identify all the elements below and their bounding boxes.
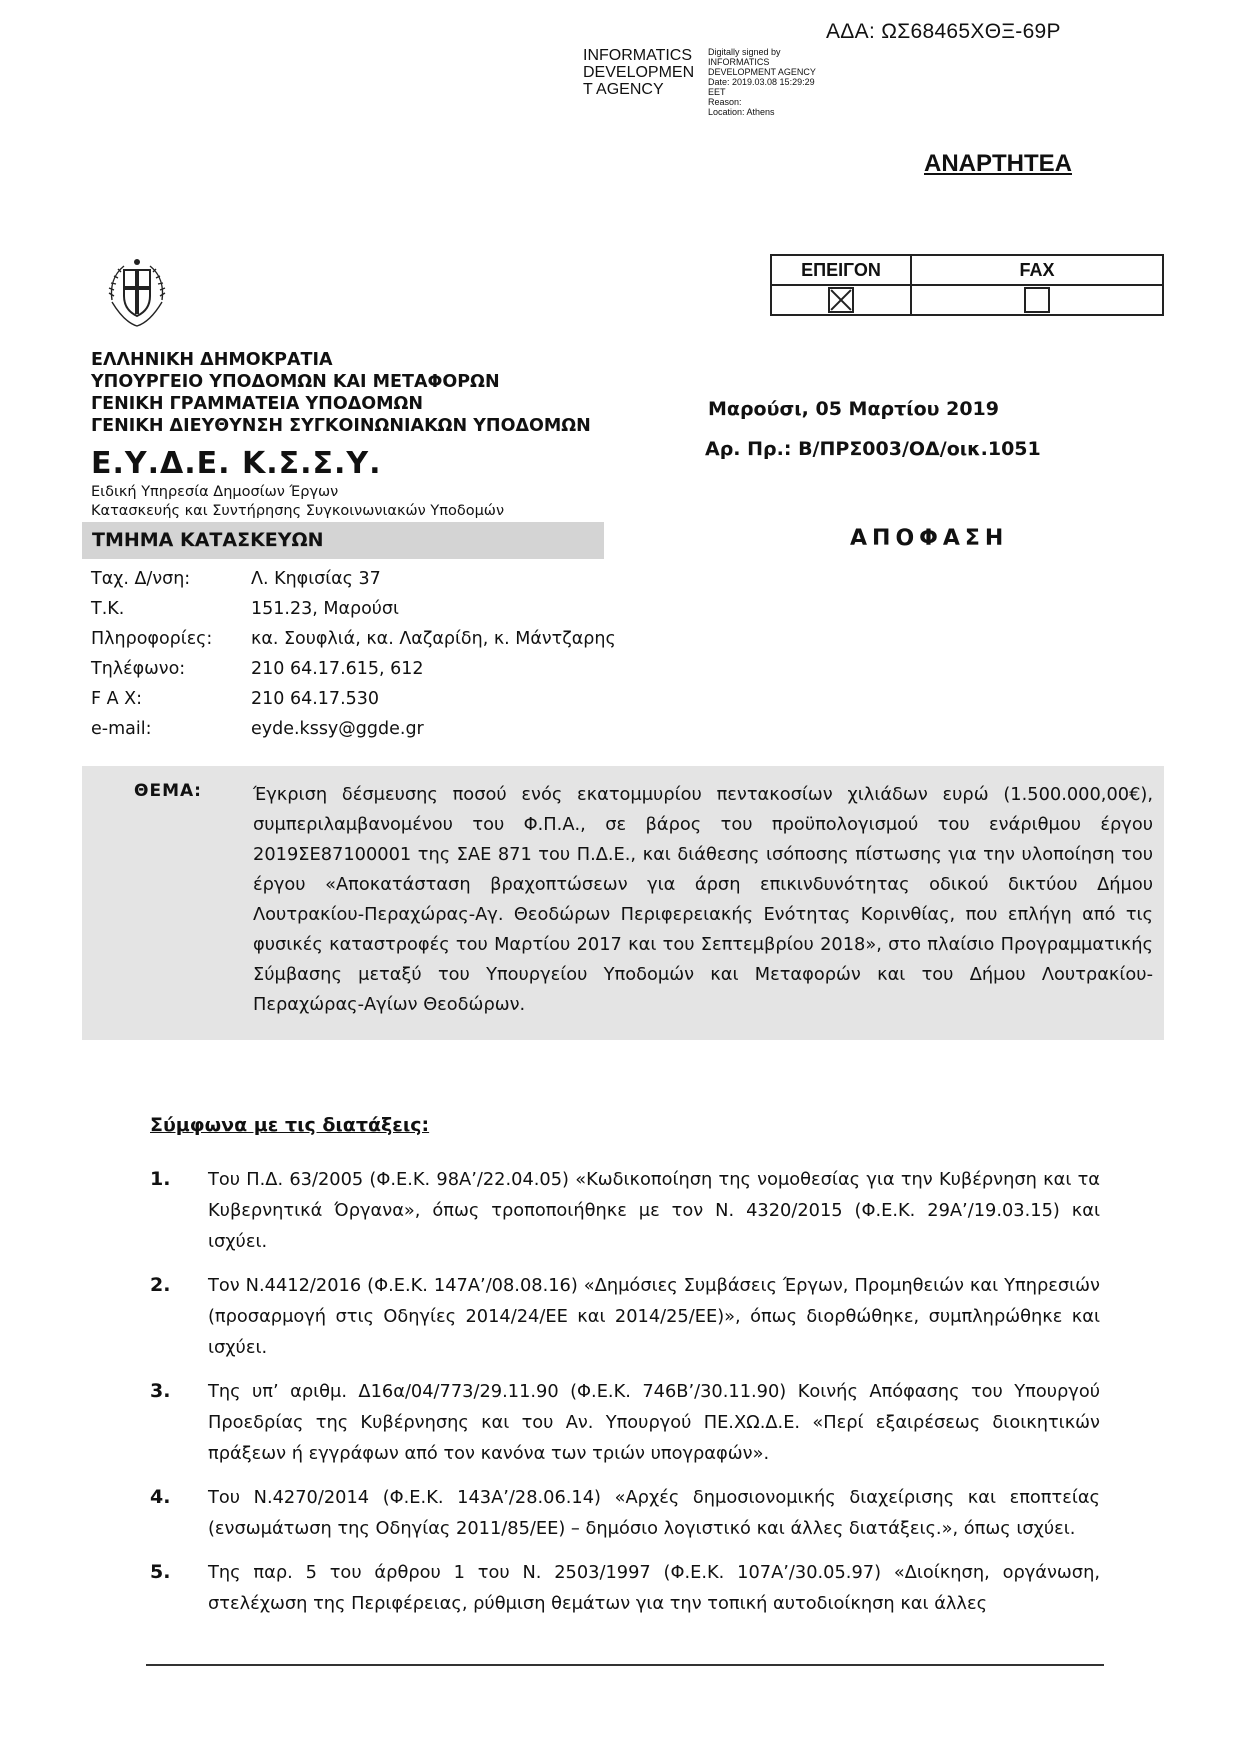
signature-meta-line: Digitally signed by [708, 47, 781, 57]
contact-key: Πληροφορίες: [91, 629, 213, 649]
contact-value: 210 64.17.615, 612 [251, 659, 424, 679]
contact-value: 151.23, Μαρούσι [251, 599, 399, 619]
signature-org-line: DEVELOPMEN [583, 64, 695, 81]
signature-meta-line: DEVELOPMENT AGENCY [708, 67, 816, 77]
list-item-number: 5. [150, 1561, 171, 1583]
signature-meta-line: Location: Athens [708, 107, 775, 117]
signature-meta-line: Reason: [708, 97, 742, 107]
list-item-text: Του Ν.4270/2014 (Φ.Ε.Κ. 143Α’/28.06.14) «Αρχές δημοσιονομικής διαχείρισης και εποπτείας (ενσωμάτωση της Οδηγίας 2011/85/ΕΕ) – δημόσιο λογιστικό και άλλες διατάξεις.», όπως ισχύει. [208, 1487, 1100, 1539]
contact-email[interactable]: eyde.kssy@ggde.gr [251, 719, 424, 739]
urgent-checkbox[interactable] [828, 287, 854, 313]
list-item [150, 1164, 1100, 1257]
agency-name-line: Κατασκευής και Συντήρησης Συγκοινωνιακών Υποδομών [91, 503, 505, 519]
list-item [150, 1376, 1100, 1469]
signature-org-line: T AGENCY [583, 81, 664, 98]
contact-row [91, 624, 616, 654]
list-item-text: Της παρ. 5 του άρθρου 1 του Ν. 2503/1997 (Φ.Ε.Κ. 107Α’/30.05.97) «Διοίκηση, οργάνωση, στελέχωση της Περιφέρειας, ρύθμιση θεμάτων για την τοπική αυτοδιοίκηση και άλλες [208, 1562, 1100, 1614]
provisions-heading: Σύμφωνα με τις διατάξεις: [150, 1114, 430, 1136]
signature-meta-line: EET [708, 87, 726, 97]
list-item-number: 2. [150, 1274, 171, 1296]
contact-key: Ταχ. Δ/νση: [91, 569, 191, 589]
list-item-number: 4. [150, 1486, 171, 1508]
contact-value: 210 64.17.530 [251, 689, 380, 709]
contact-key: F A X: [91, 689, 143, 709]
publish-notice: ΑΝΑΡΤΗΤΕΑ [924, 150, 1072, 177]
ministry-line: ΥΠΟΥΡΓΕΙΟ ΥΠΟΔΟΜΩΝ ΚΑΙ ΜΕΤΑΦΟΡΩΝ [91, 372, 500, 392]
delivery-fax-label: FAX [911, 255, 1163, 285]
protocol-number: Αρ. Πρ.: Β/ΠΡΣ003/ΟΔ/οικ.1051 [705, 438, 1041, 460]
subject-text: Έγκριση δέσμευσης ποσού ενός εκατομμυρίου πεντακοσίων χιλιάδων ευρώ (1.500.000,00€), συμπεριλαμβανομένου του Φ.Π.Α., σε βάρος του προϋπολογισμού του ενάριθμου έργου 2019ΣΕ87100001 της ΣΑΕ 871 του Π.Δ.Ε., και διάθεσης ισόποσης πίστωσης για την υλοποίηση του έργου «Αποκατάσταση βραχοπτώσεων για άρση επικινδυνότητας οδικού δικτύου Δήμου Λουτρακίου-Περαχώρας-Αγ. Θεοδώρων Περιφερειακής Ενότητας Κορινθίας, που επλήγη από τις φυσικές καταστροφές του Μαρτίου 2017 και του Σεπτεμβρίου 2018», στο πλαίσιο Προγραμματικής Σύμβασης μεταξύ του Υπουργείου Υποδομών και Μεταφορών και του Δήμου Λουτρακίου-Περαχώρας-Αγίων Θεοδώρων. [253, 784, 1153, 1015]
contact-row [91, 654, 616, 684]
delivery-urgent-cell [771, 285, 911, 315]
list-item-number: 1. [150, 1168, 171, 1190]
digital-signature-org [583, 47, 694, 98]
signature-meta-line: INFORMATICS [708, 57, 770, 67]
contact-row [91, 714, 616, 744]
subject-label: ΘΕΜΑ: [134, 781, 202, 801]
contact-details [91, 564, 616, 744]
provisions-list [150, 1164, 1100, 1632]
contact-key: Τ.Κ. [91, 599, 125, 619]
delivery-fax-cell [911, 285, 1163, 315]
ministry-line: ΕΛΛΗΝΙΚΗ ΔΗΜΟΚΡΑΤΙΑ [91, 350, 333, 370]
signature-meta-line: Date: 2019.03.08 15:29:29 [708, 77, 815, 87]
contact-value: κα. Σουφλιά, κα. Λαζαρίδη, κ. Μάντζαρης [251, 629, 616, 649]
list-item [150, 1482, 1100, 1544]
ministry-line: ΓΕΝΙΚΗ ΓΡΑΜΜΑΤΕΙΑ ΥΠΟΔΟΜΩΝ [91, 394, 424, 414]
signature-org-line: INFORMATICS [583, 47, 693, 64]
fax-checkbox[interactable] [1024, 287, 1050, 313]
agency-abbreviation: Ε.Υ.Δ.Ε. Κ.Σ.Σ.Υ. [91, 446, 382, 481]
contact-row [91, 594, 616, 624]
department-banner: ΤΜΗΜΑ ΚΑΤΑΣΚΕΥΩΝ [82, 522, 604, 559]
ministry-header [91, 349, 591, 437]
list-item-number: 3. [150, 1380, 171, 1402]
footer-divider [146, 1664, 1104, 1666]
ministry-line: ΓΕΝΙΚΗ ΔΙΕΥΘΥΝΣΗ ΣΥΓΚΟΙΝΩΝΙΑΚΩΝ ΥΠΟΔΟΜΩΝ [91, 416, 591, 436]
place-date: Μαρούσι, 05 Μαρτίου 2019 [708, 398, 1000, 420]
contact-key: e-mail: [91, 719, 152, 739]
list-item-text: Τον Ν.4412/2016 (Φ.Ε.Κ. 147Α’/08.08.16) «Δημόσιες Συμβάσεις Έργων, Προμηθειών και Υπηρεσιών (προσαρμογή στις Οδηγίες 2014/24/ΕΕ και 2014/25/ΕΕ)», όπως διορθώθηκε, συμπληρώθηκε και ισχύει. [208, 1275, 1100, 1358]
list-item-text: Της υπ’ αριθμ. Δ16α/04/773/29.11.90 (Φ.Ε.Κ. 746Β’/30.11.90) Κοινής Απόφασης του Υπουργού Προεδρίας της Κυβέρνησης και του Αν. Υπουργού ΠΕ.ΧΩ.Δ.Ε. «Περί εξαιρέσεως διοικητικών πράξεων ή εγγράφων από τον κανόνα των τριών υπογραφών». [208, 1381, 1100, 1464]
delivery-urgent-label: ΕΠΕΙΓΟΝ [771, 255, 911, 285]
agency-name-line: Ειδική Υπηρεσία Δημοσίων Έργων [91, 484, 339, 500]
list-item [150, 1557, 1100, 1619]
agency-full-name [91, 483, 504, 521]
contact-value: Λ. Κηφισίας 37 [251, 569, 381, 589]
ada-code: ΑΔΑ: ΩΣ68465ΧΘΞ-69Ρ [826, 20, 1061, 43]
contact-key: Τηλέφωνο: [91, 659, 186, 679]
digital-signature-meta [708, 47, 838, 117]
greek-state-emblem-icon [104, 256, 170, 332]
contact-row [91, 684, 616, 714]
contact-row [91, 564, 616, 594]
delivery-method-table [770, 254, 1164, 316]
decision-title: ΑΠΟΦΑΣΗ [850, 526, 1009, 551]
list-item [150, 1270, 1100, 1363]
list-item-text: Του Π.Δ. 63/2005 (Φ.Ε.Κ. 98Α’/22.04.05) «Κωδικοποίηση της νομοθεσίας για την Κυβέρνηση και τα Κυβερνητικά Όργανα», όπως τροποποιήθηκε με τον Ν. 4320/2015 (Φ.Ε.Κ. 29Α’/19.03.15) και ισχύει. [208, 1169, 1100, 1252]
